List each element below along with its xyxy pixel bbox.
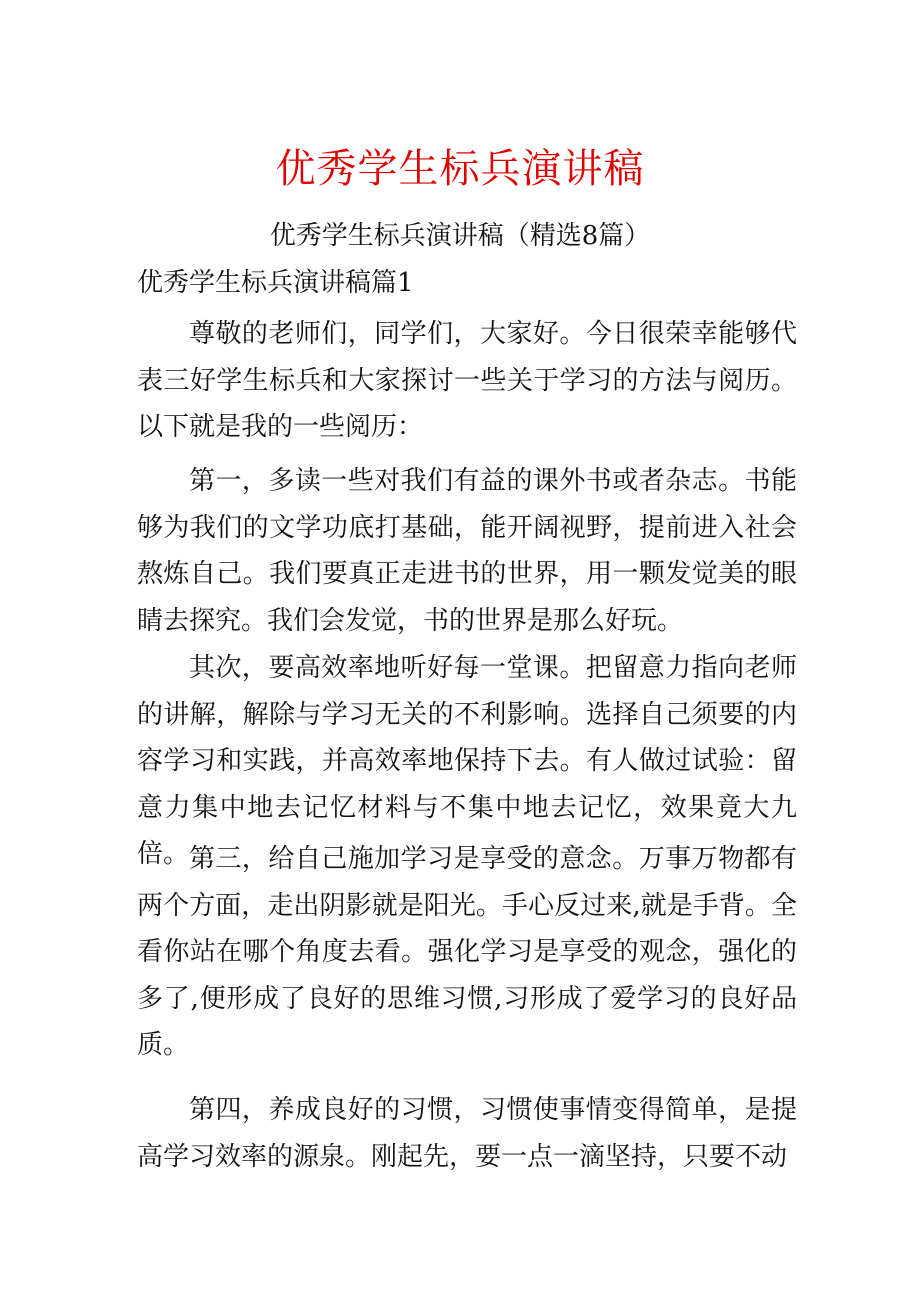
paragraph: 第三，给自己施加学习是享受的意念。万事万物都有两个方面，走出阴影就是阳光。手心反过来,就是手背。全看你站在哪个角度去看。强化学习是享受的观念，强化的多了,便形成了良好的思维习惯,习形成了爱学习的良好品质。 <box>137 844 797 1060</box>
document-title: 优秀学生标兵演讲稿 <box>275 146 645 192</box>
section-heading: 优秀学生标兵演讲稿篇1 <box>137 268 414 298</box>
paragraph: 尊敬的老师们，同学们，大家好。今日很荣幸能够代表三好学生标兵和大家探讨一些关于学习的方法与阅历。以下就是我的一些阅历： <box>137 319 797 442</box>
paragraph: 第一，多读一些对我们有益的课外书或者杂志。书能够为我们的文学功底打基础，能开阔视野，提前进入社会熬炼自己。我们要真正走进书的世界，用一颗发觉美的眼睛去探究。我们会发觉，书的世界是那么好玩。 <box>137 466 797 636</box>
document-subtitle: 优秀学生标兵演讲稿（精选8篇） <box>269 221 651 251</box>
paragraph: 其次，要高效率地听好每一堂课。把留意力指向老师的讲解，解除与学习无关的不利影响。选择自己须要的内容学习和实践，并高效率地保持下去。有人做过试验：留意力集中地去记忆材料与不集中地去记忆，效果竟大九倍。 <box>137 653 797 869</box>
paragraph: 第四，养成良好的习惯，习惯使事情变得简单，是提高学习效率的源泉。刚起先，要一点一滴坚持，只要不动 <box>137 1095 797 1172</box>
